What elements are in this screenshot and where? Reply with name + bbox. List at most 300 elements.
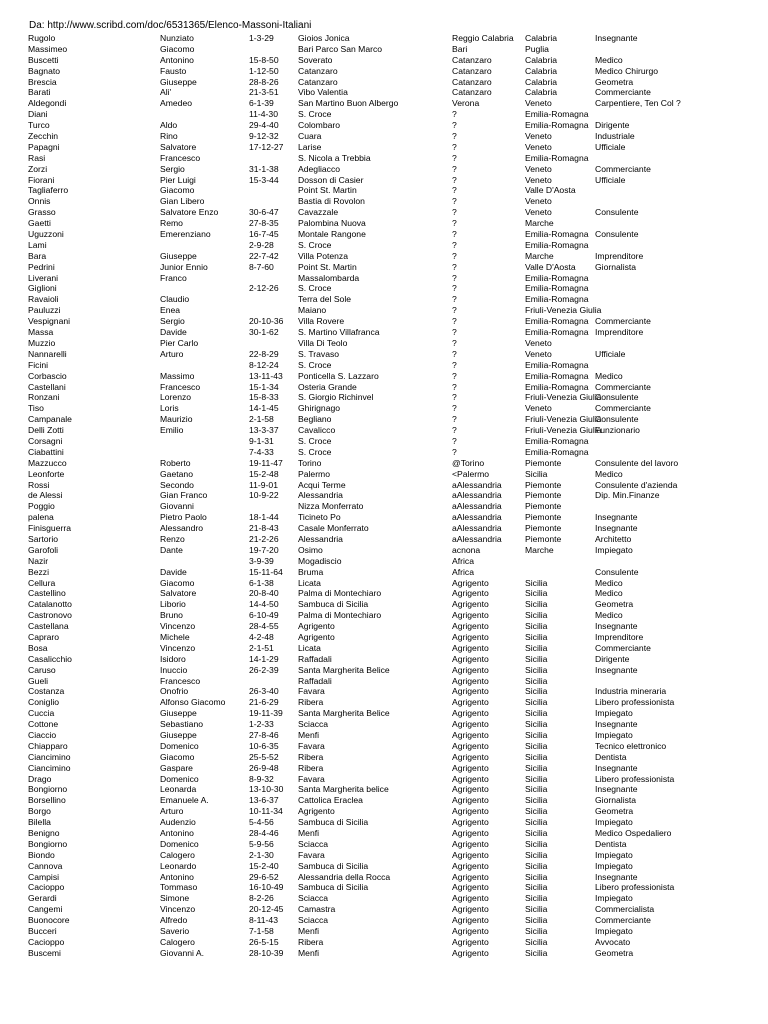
cell-surname: Capraro xyxy=(28,631,60,642)
table-row xyxy=(0,556,768,567)
cell-town: Sciacca xyxy=(298,915,329,926)
cell-surname: Ravaioli xyxy=(28,294,59,305)
cell-profession: Libero professionista xyxy=(595,773,675,784)
cell-profession: Dip. Min.Finanze xyxy=(595,490,660,501)
cell-region: Calabria xyxy=(525,33,558,43)
cell-first-name: Francesco xyxy=(160,152,201,163)
cell-surname: Borsellino xyxy=(28,795,66,806)
table-row xyxy=(0,283,768,294)
cell-birth-date: 17-12-27 xyxy=(249,141,284,152)
cell-surname: Bongiorno xyxy=(28,838,68,849)
cell-birth-date: 7-1-58 xyxy=(249,926,274,937)
table-row xyxy=(0,839,768,850)
cell-town: Raffadali xyxy=(298,653,332,664)
table-row xyxy=(0,44,768,55)
cell-region: Sicilia xyxy=(525,675,548,686)
cell-region: Calabria xyxy=(525,65,558,76)
cell-first-name: Giuseppe xyxy=(160,708,197,719)
cell-surname: Uguzzoni xyxy=(28,229,64,240)
cell-town: Soverato xyxy=(298,54,333,65)
table-row xyxy=(0,305,768,316)
cell-first-name: Amedeo xyxy=(160,98,193,109)
cell-first-name: Roberto xyxy=(160,457,191,468)
cell-province: Agrigento xyxy=(452,719,489,730)
cell-first-name: Alfonso Giacomo xyxy=(160,697,226,708)
cell-surname: Mazzucco xyxy=(28,457,67,468)
cell-profession: Imprenditore xyxy=(595,327,644,338)
cell-profession: Ufficiale xyxy=(595,348,626,359)
cell-surname: Turco xyxy=(28,120,50,131)
cell-region: Emilia-Romagna xyxy=(525,370,589,381)
cell-province: aAlessandria xyxy=(452,512,502,523)
cell-profession: Ufficiale xyxy=(595,174,626,185)
cell-region: Emilia-Romagna xyxy=(525,229,589,240)
cell-region: Veneto xyxy=(525,207,552,218)
cell-region: Emilia-Romagna xyxy=(525,120,589,131)
cell-first-name: Sergio xyxy=(160,316,185,327)
cell-birth-date: 13-6-37 xyxy=(249,795,279,806)
cell-profession: Consulente d'azienda xyxy=(595,479,678,490)
cell-region: Piemonte xyxy=(525,523,562,534)
cell-profession: Insegnante xyxy=(595,33,638,43)
cell-first-name: Arturo xyxy=(160,348,184,359)
cell-surname: Buscetti xyxy=(28,54,59,65)
cell-region: Sicilia xyxy=(525,947,548,958)
cell-town: S. Martino Villafranca xyxy=(298,327,380,338)
cell-region: Emilia-Romagna xyxy=(525,152,589,163)
table-row xyxy=(0,621,768,632)
cell-town: Colombaro xyxy=(298,120,341,131)
cell-profession: Industriale xyxy=(595,131,635,142)
cell-region: Sicilia xyxy=(525,882,548,893)
cell-profession: Libero professionista xyxy=(595,882,675,893)
cell-province: aAlessandria xyxy=(452,501,502,512)
cell-region: Friuli-Venezia Giulia xyxy=(525,414,602,425)
cell-first-name: Giovanni xyxy=(160,501,194,512)
cell-province: Agrigento xyxy=(452,599,489,610)
cell-region: Valle D'Aosta xyxy=(525,261,576,272)
cell-surname: Gerardi xyxy=(28,893,57,904)
cell-surname: Bucceri xyxy=(28,926,57,937)
cell-province: Agrigento xyxy=(452,762,489,773)
cell-profession: Impiegato xyxy=(595,893,633,904)
cell-profession: Tecnico elettronico xyxy=(595,740,667,751)
cell-province: Africa xyxy=(452,555,474,566)
cell-surname: Bara xyxy=(28,250,47,261)
cell-profession: Insegnante xyxy=(595,512,638,523)
cell-first-name: Pier Carlo xyxy=(160,337,199,348)
cell-town: S. Croce xyxy=(298,359,332,370)
cell-town: Palombina Nuova xyxy=(298,218,366,229)
cell-town: S. Croce xyxy=(298,239,332,250)
cell-town: Agrigento xyxy=(298,621,335,632)
cell-province: Agrigento xyxy=(452,708,489,719)
cell-profession: Impiegato xyxy=(595,849,633,860)
cell-profession: Imprenditore xyxy=(595,250,644,261)
cell-profession: Geometra xyxy=(595,599,634,610)
cell-first-name: Gian Libero xyxy=(160,196,205,207)
cell-town: S. Croce xyxy=(298,446,332,457)
cell-birth-date: 31-1-38 xyxy=(249,163,279,174)
table-row xyxy=(0,109,768,120)
cell-surname: Grasso xyxy=(28,207,56,218)
cell-birth-date: 5-9-56 xyxy=(249,838,274,849)
table-row xyxy=(0,828,768,839)
cell-first-name: Rino xyxy=(160,131,178,142)
cell-province: aAlessandria xyxy=(452,523,502,534)
cell-province: Bari xyxy=(452,43,468,54)
cell-town: Terra del Sole xyxy=(298,294,352,305)
cell-profession: Consulente xyxy=(595,392,639,403)
cell-province: ? xyxy=(452,403,457,414)
cell-province: <Palermo xyxy=(452,468,490,479)
table-row xyxy=(0,752,768,763)
cell-birth-date: 7-4-33 xyxy=(249,446,274,457)
cell-town: Agrigento xyxy=(298,806,335,817)
cell-province: ? xyxy=(452,316,457,327)
cell-region: Friuli-Venezia Giulia xyxy=(525,392,602,403)
cell-first-name: Giuseppe xyxy=(160,250,197,261)
cell-surname: Bagnato xyxy=(28,65,61,76)
cell-first-name: Antonino xyxy=(160,54,194,65)
cell-surname: Biondo xyxy=(28,849,55,860)
cell-region: Veneto xyxy=(525,196,552,207)
cell-profession: Carpentiere, Ten Col ? xyxy=(595,98,681,109)
table-row xyxy=(0,763,768,774)
table-row xyxy=(0,588,768,599)
table-row xyxy=(0,196,768,207)
cell-surname: Muzzio xyxy=(28,337,56,348)
cell-town: Torino xyxy=(298,457,322,468)
cell-first-name: Renzo xyxy=(160,533,185,544)
cell-profession: Medico xyxy=(595,577,623,588)
cell-first-name: Antonino xyxy=(160,871,194,882)
cell-first-name: Arturo xyxy=(160,806,184,817)
table-row xyxy=(0,382,768,393)
cell-province: acnona xyxy=(452,544,481,555)
cell-town: Maiano xyxy=(298,305,327,316)
cell-town: Menfi xyxy=(298,926,320,937)
cell-town: Agrigento xyxy=(298,631,335,642)
cell-province: ? xyxy=(452,152,457,163)
cell-first-name: Davide xyxy=(160,566,187,577)
cell-first-name: Giovanni A. xyxy=(160,947,204,958)
cell-surname: Buscemi xyxy=(28,947,61,958)
cell-town: Vibo Valentia xyxy=(298,87,348,98)
cell-surname: Massa xyxy=(28,327,54,338)
cell-birth-date: 6-10-49 xyxy=(249,610,279,621)
table-row xyxy=(0,66,768,77)
cell-region: Veneto xyxy=(525,403,552,414)
cell-town: Montale Rangone xyxy=(298,229,366,240)
cell-first-name: Giacomo xyxy=(160,43,195,54)
cell-region: Emilia-Romagna xyxy=(525,381,589,392)
cell-town: Casale Monferrato xyxy=(298,523,369,534)
cell-first-name: Isidoro xyxy=(160,653,186,664)
table-row xyxy=(0,371,768,382)
cell-profession: Consulente xyxy=(595,207,639,218)
cell-province: Agrigento xyxy=(452,893,489,904)
cell-profession: Dirigente xyxy=(595,120,630,131)
cell-surname: Garofoli xyxy=(28,544,59,555)
cell-birth-date: 16-10-49 xyxy=(249,882,284,893)
cell-surname: Castellino xyxy=(28,588,66,599)
cell-surname: Ronzani xyxy=(28,392,60,403)
cell-surname: Leonforte xyxy=(28,468,65,479)
cell-region: Sicilia xyxy=(525,849,548,860)
cell-province: Agrigento xyxy=(452,577,489,588)
cell-birth-date: 28-10-39 xyxy=(249,947,284,958)
cell-region: Sicilia xyxy=(525,817,548,828)
cell-region: Sicilia xyxy=(525,893,548,904)
cell-province: Agrigento xyxy=(452,904,489,915)
cell-first-name: Audenzio xyxy=(160,817,196,828)
cell-profession: Dentista xyxy=(595,838,627,849)
cell-birth-date: 27-8-35 xyxy=(249,218,279,229)
cell-province: Agrigento xyxy=(452,751,489,762)
table-row xyxy=(0,599,768,610)
cell-province: ? xyxy=(452,120,457,131)
cell-town: Osimo xyxy=(298,544,323,555)
cell-birth-date: 1-2-33 xyxy=(249,719,274,730)
cell-profession: Commerciante xyxy=(595,403,651,414)
cell-first-name: Aldo xyxy=(160,120,178,131)
cell-region: Sicilia xyxy=(525,838,548,849)
cell-surname: Ciancimino xyxy=(28,751,71,762)
cell-profession: Insegnante xyxy=(595,719,638,730)
table-row xyxy=(0,425,768,436)
cell-first-name: Maurizio xyxy=(160,414,193,425)
cell-region: Emilia-Romagna xyxy=(525,109,589,120)
cell-profession: Consulente xyxy=(595,414,639,425)
cell-first-name: Domenico xyxy=(160,773,199,784)
table-row xyxy=(0,937,768,948)
table-row xyxy=(0,229,768,240)
cell-surname: Ficini xyxy=(28,359,49,370)
cell-surname: Castellana xyxy=(28,621,69,632)
cell-province: ? xyxy=(452,207,457,218)
cell-region: Sicilia xyxy=(525,860,548,871)
cell-surname: Papagni xyxy=(28,141,60,152)
table-row xyxy=(0,882,768,893)
cell-town: Ribera xyxy=(298,697,324,708)
cell-birth-date: 20-10-36 xyxy=(249,316,284,327)
cell-region: Friuli-Venezia Giulia xyxy=(525,425,602,436)
cell-town: Sciacca xyxy=(298,893,329,904)
cell-birth-date: 15-8-50 xyxy=(249,54,279,65)
cell-profession: Dentista xyxy=(595,751,627,762)
table-row xyxy=(0,817,768,828)
cell-first-name: Giacomo xyxy=(160,577,195,588)
cell-town: Massalombarda xyxy=(298,272,360,283)
cell-profession: Consulente xyxy=(595,229,639,240)
table-row xyxy=(0,164,768,175)
cell-region: Sicilia xyxy=(525,751,548,762)
cell-first-name: Salvatore xyxy=(160,141,197,152)
cell-birth-date: 15-1-34 xyxy=(249,381,279,392)
cell-birth-date: 14-1-45 xyxy=(249,403,279,414)
cell-town: Mogadiscio xyxy=(298,555,342,566)
cell-town: Bruma xyxy=(298,566,324,577)
table-row xyxy=(0,360,768,371)
cell-birth-date: 2-1-58 xyxy=(249,414,274,425)
table-row xyxy=(0,458,768,469)
cell-region: Piemonte xyxy=(525,457,562,468)
cell-first-name: Liborio xyxy=(160,599,186,610)
cell-surname: Pauluzzi xyxy=(28,305,61,316)
cell-town: Licata xyxy=(298,642,321,653)
cell-region: Sicilia xyxy=(525,936,548,947)
cell-province: ? xyxy=(452,229,457,240)
cell-surname: Gaetti xyxy=(28,218,51,229)
cell-birth-date: 8-9-32 xyxy=(249,773,274,784)
cell-first-name: Domenico xyxy=(160,740,199,751)
members-table xyxy=(0,33,768,959)
cell-region: Veneto xyxy=(525,131,552,142)
cell-region: Sicilia xyxy=(525,631,548,642)
table-row xyxy=(0,567,768,578)
cell-profession: Industria mineraria xyxy=(595,686,667,697)
cell-profession: Medico xyxy=(595,468,623,479)
cell-surname: Ciabattini xyxy=(28,446,64,457)
cell-province: Agrigento xyxy=(452,631,489,642)
cell-province: ? xyxy=(452,174,457,185)
cell-first-name: Ali' xyxy=(160,87,172,98)
cell-province: ? xyxy=(452,294,457,305)
cell-first-name: Pietro Paolo xyxy=(160,512,207,523)
cell-birth-date: 16-7-45 xyxy=(249,229,279,240)
cell-province: ? xyxy=(452,381,457,392)
cell-profession: Medico xyxy=(595,610,623,621)
cell-province: Agrigento xyxy=(452,784,489,795)
cell-town: Ribera xyxy=(298,762,324,773)
cell-region: Veneto xyxy=(525,163,552,174)
cell-surname: Rossi xyxy=(28,479,50,490)
cell-birth-date: 10-11-34 xyxy=(249,806,283,817)
cell-region: Sicilia xyxy=(525,599,548,610)
table-row xyxy=(0,578,768,589)
cell-province: ? xyxy=(452,305,457,316)
cell-birth-date: 1-12-50 xyxy=(249,65,279,76)
table-row xyxy=(0,316,768,327)
cell-surname: Rasi xyxy=(28,152,46,163)
cell-first-name: Giuseppe xyxy=(160,76,197,87)
table-row xyxy=(0,861,768,872)
cell-surname: Cannova xyxy=(28,860,63,871)
cell-region: Veneto xyxy=(525,337,552,348)
cell-first-name: Leonardo xyxy=(160,860,197,871)
cell-town: Adegliacco xyxy=(298,163,341,174)
cell-town: Cavalicco xyxy=(298,425,336,436)
cell-birth-date: 15-8-33 xyxy=(249,392,279,403)
cell-first-name: Vincenzo xyxy=(160,904,196,915)
cell-province: ? xyxy=(452,163,457,174)
cell-birth-date: 15-3-44 xyxy=(249,174,279,185)
cell-birth-date: 9-1-31 xyxy=(249,435,274,446)
cell-profession: Medico Chirurgo xyxy=(595,65,659,76)
cell-province: ? xyxy=(452,218,457,229)
cell-birth-date: 28-8-26 xyxy=(249,76,279,87)
cell-region: Calabria xyxy=(525,54,558,65)
cell-profession: Commerciante xyxy=(595,316,651,327)
cell-birth-date: 21-8-43 xyxy=(249,523,279,534)
cell-province: Catanzaro xyxy=(452,76,492,87)
cell-province: ? xyxy=(452,337,457,348)
cell-town: Palma di Montechiaro xyxy=(298,610,382,621)
cell-surname: Bezzi xyxy=(28,566,50,577)
cell-birth-date: 11-4-30 xyxy=(249,109,278,120)
cell-surname: Rugolo xyxy=(28,33,56,43)
cell-profession: Commerciante xyxy=(595,87,651,98)
table-row xyxy=(0,741,768,752)
cell-first-name: Secondo xyxy=(160,479,194,490)
cell-birth-date: 8-2-26 xyxy=(249,893,274,904)
table-row xyxy=(0,534,768,545)
cell-town: Menfi xyxy=(298,730,320,740)
cell-town: Camastra xyxy=(298,904,336,915)
cell-birth-date: 5-4-56 xyxy=(249,817,274,828)
cell-province: ? xyxy=(452,141,457,152)
cell-surname: Cangemi xyxy=(28,904,63,915)
cell-first-name: Calogero xyxy=(160,849,195,860)
cell-town: Alessandria xyxy=(298,490,343,501)
cell-first-name: Nunziato xyxy=(160,33,194,43)
cell-surname: Aldegondi xyxy=(28,98,67,109)
cell-birth-date: 30-1-62 xyxy=(249,327,279,338)
cell-profession: Insegnante xyxy=(595,871,638,882)
table-row xyxy=(0,392,768,403)
cell-surname: Zorzi xyxy=(28,163,48,174)
cell-profession: Giornalista xyxy=(595,795,637,806)
cell-profession: Insegnante xyxy=(595,664,638,675)
cell-surname: Buonocore xyxy=(28,915,70,926)
cell-region: Sicilia xyxy=(525,871,548,882)
cell-province: Agrigento xyxy=(452,621,489,632)
cell-region: Sicilia xyxy=(525,926,548,937)
cell-province: ? xyxy=(452,250,457,261)
cell-region: Emilia-Romagna xyxy=(525,283,589,294)
cell-first-name: Davide xyxy=(160,327,187,338)
cell-birth-date: 19-11-39 xyxy=(249,708,283,719)
cell-surname: Onnis xyxy=(28,196,51,207)
cell-region: Veneto xyxy=(525,174,552,185)
cell-town: Raffadali xyxy=(298,675,332,686)
cell-surname: Drago xyxy=(28,773,52,784)
cell-province: Verona xyxy=(452,98,480,109)
table-row xyxy=(0,207,768,218)
cell-region: Calabria xyxy=(525,76,558,87)
cell-surname: Tagliaferro xyxy=(28,185,69,196)
cell-birth-date: 13-3-37 xyxy=(249,425,279,436)
cell-surname: Massimeo xyxy=(28,43,68,54)
cell-region: Emilia-Romagna xyxy=(525,327,589,338)
cell-town: Sambuca di Sicilia xyxy=(298,882,369,893)
cell-province: Agrigento xyxy=(452,849,489,860)
table-row xyxy=(0,33,768,44)
cell-region: Sicilia xyxy=(525,828,548,839)
cell-region: Sicilia xyxy=(525,642,548,653)
cell-region: Sicilia xyxy=(525,588,548,599)
cell-town: Point St. Martin xyxy=(298,261,357,272)
table-row xyxy=(0,850,768,861)
cell-birth-date: 27-8-46 xyxy=(249,730,279,740)
table-row xyxy=(0,795,768,806)
cell-birth-date: 21-2-26 xyxy=(249,533,279,544)
table-row xyxy=(0,512,768,523)
cell-birth-date: 30-6-47 xyxy=(249,207,279,218)
cell-surname: Campanale xyxy=(28,414,72,425)
cell-birth-date: 15-2-48 xyxy=(249,468,279,479)
